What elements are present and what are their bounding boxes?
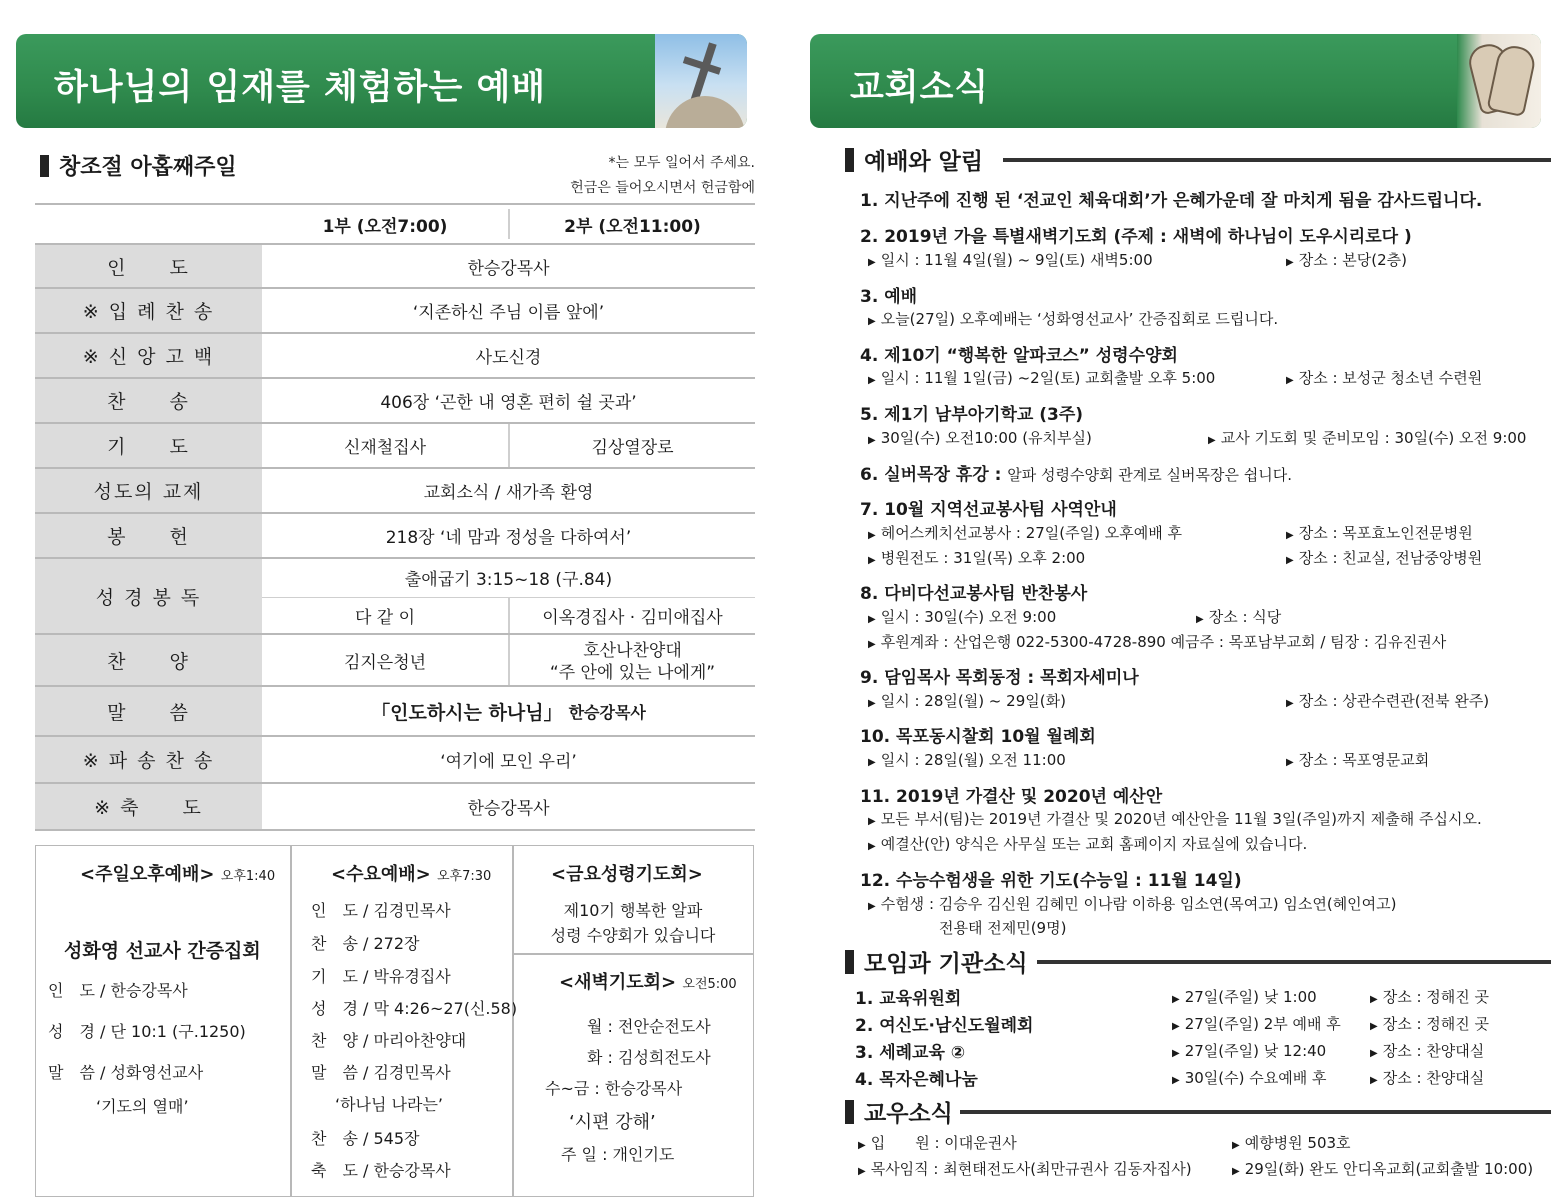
meeting-place: ▶ 장소 : 정해진 곳	[1370, 988, 1490, 1006]
meeting-name: 3. 세례교육 ②	[855, 1043, 966, 1063]
member-news: ▶ 입 원 : 이대운권사	[858, 1134, 1017, 1152]
table-row	[35, 635, 755, 687]
news-sub: ▶ 장소 : 목포영문교회	[1286, 751, 1430, 769]
table-row	[35, 379, 755, 424]
wednesday-box	[290, 845, 518, 1197]
news-sub: ▶ 장소 : 식당	[1196, 608, 1282, 626]
row-value-1: 다 같 이	[354, 608, 416, 628]
dawn-line: 수~금 : 한승강목사	[545, 1079, 683, 1098]
row-label: ※ 파 송 찬 송	[35, 737, 262, 782]
news-sub: ▶ 장소 : 보성군 청소년 수련원	[1286, 369, 1483, 387]
section-bar-mark	[845, 148, 854, 172]
sunday-pm-title: <주일오후예배> 오후1:40	[80, 864, 276, 885]
dawn-sermon: ‘시편 강해’	[569, 1112, 656, 1133]
news-item: 11. 2019년 가결산 및 2020년 예산안	[860, 787, 1163, 807]
dawn-last: 주 일 : 개인기도	[561, 1145, 675, 1164]
sunday-pm-line: 말 씀 / 성화영선교사	[48, 1063, 204, 1082]
news-item: 12. 수능수험생을 위한 기도(수능일 : 11월 14일)	[860, 871, 1242, 891]
section-worship-notice: 예배와 알림	[845, 143, 983, 176]
wednesday-line: 찬 양 / 마리아찬양대	[311, 1031, 467, 1050]
news-sub: ▶ 일시 : 11월 1일(금) ~2일(토) 교회출발 오후 5:00	[868, 369, 1216, 387]
sunday-pm-sermon: ‘기도의 열매’	[96, 1097, 189, 1116]
news-item: 2. 2019년 가을 특별새벽기도회 (주제 : 새벽에 하나님이 도우시리로다 )	[860, 227, 1412, 247]
col-header-2: 2부 (오전11:00)	[564, 216, 701, 237]
section-meetings: 모임과 기관소식	[845, 945, 1028, 978]
worship-note-1: *는 모두 일어서 주세요.	[608, 155, 755, 171]
news-item: 3. 예배	[860, 287, 918, 307]
row-value-2: 김상열장로	[591, 438, 674, 458]
praying-hands-image	[1457, 34, 1541, 128]
section-rule	[1037, 960, 1551, 964]
friday-line: 성령 수양회가 있습니다	[550, 926, 716, 945]
dawn-line: 화 : 김성희전도사	[587, 1048, 711, 1067]
meeting-place: ▶ 장소 : 정해진 곳	[1370, 1015, 1490, 1033]
news-sub: ▶ 일시 : 28일(월) 오전 11:00	[868, 751, 1066, 769]
meeting-place: ▶ 장소 : 찬양대실	[1370, 1042, 1485, 1060]
left-banner	[16, 34, 747, 128]
sermon-preacher: 한승강목사	[568, 702, 646, 722]
news-sub: 전용태 전제민(9명)	[924, 919, 1067, 937]
meeting-time: ▶ 27일(주일) 2부 예배 후	[1172, 1015, 1341, 1033]
news-item: 9. 담임목사 목회동정 : 목회자세미나	[860, 668, 1139, 688]
table-row	[35, 514, 755, 559]
wednesday-line: 성 경 / 막 4:26~27(신.58)	[311, 999, 518, 1018]
news-sub: ▶ 장소 : 친교실, 전남중앙병원	[1286, 549, 1483, 567]
row-value-2a: 호산나찬양대	[583, 641, 682, 661]
table-row	[35, 289, 755, 334]
news-sub: ▶ 일시 : 28일(월) ~ 29일(화)	[868, 692, 1066, 710]
worship-order-table	[35, 203, 755, 831]
meeting-place: ▶ 장소 : 찬양대실	[1370, 1069, 1485, 1087]
sunday-pm-subtitle: 성화영 선교사 간증집회	[64, 940, 261, 962]
wednesday-line: 말 씀 / 김경민목사	[311, 1063, 451, 1082]
row-label: 봉 헌	[35, 514, 262, 557]
table-row	[35, 469, 755, 514]
news-sub: ▶ 헤어스케치선교봉사 : 27일(주일) 오후예배 후	[868, 524, 1182, 542]
sunday-pm-line: 인 도 / 한승강목사	[48, 981, 188, 1000]
friday-title: <금요성령기도회>	[551, 864, 703, 885]
section-bar-mark	[845, 950, 854, 974]
row-value: 교회소식 / 새가족 환영	[423, 483, 594, 503]
sunday-pm-line: 성 경 / 단 10:1 (구.1250)	[48, 1022, 246, 1041]
table-row	[35, 559, 755, 635]
right-banner	[810, 34, 1541, 128]
row-label: 성 경 봉 독	[35, 559, 262, 633]
row-label: ※ 입 례 찬 송	[35, 289, 262, 332]
row-label: 기 도	[35, 424, 262, 467]
news-item: 6. 실버목장 휴강 : 알파 성령수양회 관계로 실버목장은 쉽니다.	[860, 465, 1292, 485]
row-label: 찬 송	[35, 379, 262, 422]
news-sub: ▶ 후원계좌 : 산업은행 022-5300-4728-890 예금주 : 목포남부교회 / 팀장 : 김유진권사	[868, 633, 1447, 651]
meeting-time: ▶ 30일(수) 수요예배 후	[1172, 1069, 1327, 1087]
worship-heading	[40, 150, 237, 181]
row-label: ※ 축 도	[35, 784, 262, 829]
news-sub: ▶ 30일(수) 오전10:00 (유치부실)	[868, 429, 1092, 447]
sermon-row-value	[262, 687, 755, 735]
right-banner-title: 교회소식	[850, 68, 990, 108]
meeting-name: 4. 목자은혜나눔	[855, 1070, 978, 1090]
news-sub: ▶ 장소 : 목포효노인전문병원	[1286, 524, 1473, 542]
row-label: 성도의 교제	[35, 469, 262, 512]
row-label: 인 도	[35, 245, 262, 287]
section-members: 교우소식	[845, 1095, 953, 1128]
wednesday-line: 축 도 / 한승강목사	[311, 1161, 451, 1180]
row-value-2: 이옥경집사 · 김미애집사	[542, 608, 723, 628]
row-value-2b: “주 안에 있는 나에게”	[549, 663, 716, 683]
wednesday-line: 찬 송 / 545장	[311, 1129, 420, 1148]
row-label: 찬 양	[35, 635, 262, 685]
news-item: 5. 제1기 남부아기학교 (3주)	[860, 405, 1084, 425]
section-bar-mark	[40, 155, 49, 177]
section-rule	[960, 1110, 1551, 1114]
wednesday-line: 인 도 / 김경민목사	[311, 901, 451, 920]
col-header-1: 1부 (오전7:00)	[322, 216, 448, 237]
friday-box	[512, 845, 754, 955]
row-value: 한승강목사	[467, 258, 550, 279]
member-news-detail: ▶ 29일(화) 완도 안디옥교회(교회출발 10:00)	[1232, 1160, 1534, 1178]
meeting-time: ▶ 27일(주일) 낮 12:40	[1172, 1042, 1327, 1060]
news-sub: ▶ 일시 : 30일(수) 오전 9:00	[868, 608, 1057, 626]
cross-tower-image	[655, 34, 747, 128]
wednesday-title: <수요예배> 오후7:30	[331, 864, 492, 885]
row-value: ‘여기에 모인 우리’	[440, 752, 577, 772]
news-item: 8. 다비다선교봉사팀 반찬봉사	[860, 584, 1088, 604]
table-row	[35, 245, 755, 289]
left-banner-title: 하나님의 임재를 체험하는 예배	[54, 68, 547, 108]
news-sub: ▶ 수험생 : 김승우 김신원 김혜민 이나람 이하용 임소연(목여고) 임소연(혜인여고)	[868, 895, 1397, 913]
meeting-name: 2. 여신도·남신도월례회	[855, 1016, 1034, 1036]
wednesday-sermon: ‘하나님 나라는’	[335, 1095, 443, 1114]
news-sub: ▶ 장소 : 본당(2층)	[1286, 251, 1407, 269]
row-value: 사도신경	[475, 348, 542, 368]
news-item: 1. 지난주에 진행 된 ‘전교인 체육대회’가 은혜가운데 잘 마치게 됨을 감사드립니다.	[860, 191, 1483, 211]
table-row	[35, 687, 755, 737]
member-news-detail: ▶ 예향병원 503호	[1232, 1134, 1351, 1152]
friday-line: 제10기 행복한 알파	[563, 901, 703, 920]
news-sub: ▶ 교사 기도회 및 준비모임 : 30일(수) 오전 9:00	[1208, 429, 1527, 447]
section-bar-mark	[845, 1100, 854, 1124]
dawn-line: 월 : 전안순전도사	[587, 1017, 711, 1036]
row-value-1: 신재철집사	[343, 438, 427, 458]
news-sub: ▶ 모든 부서(팀)는 2019년 가결산 및 2020년 예산안을 11월 3일(주일)까지 제출해 주십시오.	[868, 810, 1482, 828]
wednesday-line: 기 도 / 박유경집사	[311, 967, 451, 986]
table-row	[35, 784, 755, 831]
row-value: 218장 ‘네 맘과 정성을 다하여서’	[385, 528, 632, 548]
section-rule	[1003, 158, 1551, 162]
meeting-name: 1. 교육위원회	[855, 989, 962, 1009]
news-item: 10. 목포동시찰회 10월 월례회	[860, 727, 1096, 747]
table-row	[35, 424, 755, 469]
row-label: 말 씀	[35, 687, 262, 735]
news-sub: ▶ 일시 : 11월 4일(월) ~ 9일(토) 새벽5:00	[868, 251, 1153, 269]
table-row	[35, 334, 755, 379]
worship-heading-text: 창조절 아홉째주일	[59, 155, 237, 180]
row-value-top: 출애굽기 3:15~18 (구.84)	[404, 569, 613, 590]
news-item: 7. 10월 지역선교봉사팀 사역안내	[860, 500, 1117, 520]
news-sub: ▶ 오늘(27일) 오후예배는 ‘성화영선교사’ 간증집회로 드립니다.	[868, 310, 1279, 328]
row-label: ※ 신 앙 고 백	[35, 334, 262, 377]
worship-note-2: 헌금은 들어오시면서 헌금함에	[570, 180, 755, 196]
news-sub: ▶ 장소 : 상관수련관(전북 완주)	[1286, 692, 1490, 710]
news-sub: ▶ 예결산(안) 양식은 사무실 또는 교회 홈페이지 자료실에 있습니다.	[868, 835, 1308, 853]
sunday-pm-box	[35, 845, 292, 1197]
meeting-time: ▶ 27일(주일) 낮 1:00	[1172, 988, 1317, 1006]
row-value-1: 김지은청년	[343, 652, 427, 673]
table-row	[35, 737, 755, 784]
row-value: ‘지존하신 주님 이름 앞에’	[412, 303, 605, 323]
wednesday-line: 찬 송 / 272장	[311, 934, 420, 953]
dawn-title: <새벽기도회> 오전5:00	[559, 972, 737, 993]
row-value: 406장 ‘곤한 내 영혼 편히 쉴 곳과’	[380, 393, 637, 413]
sermon-title: 「인도하시는 하나님」	[371, 701, 563, 724]
table-header-row	[35, 205, 755, 245]
row-value: 한승강목사	[467, 799, 550, 819]
dawn-box	[512, 953, 754, 1197]
member-news: ▶ 목사임직 : 최현태전도사(최만규권사 김동자집사)	[858, 1160, 1192, 1178]
news-sub: ▶ 병원전도 : 31일(목) 오후 2:00	[868, 549, 1086, 567]
news-item: 4. 제10기 “행복한 알파코스” 성령수양회	[860, 346, 1178, 366]
